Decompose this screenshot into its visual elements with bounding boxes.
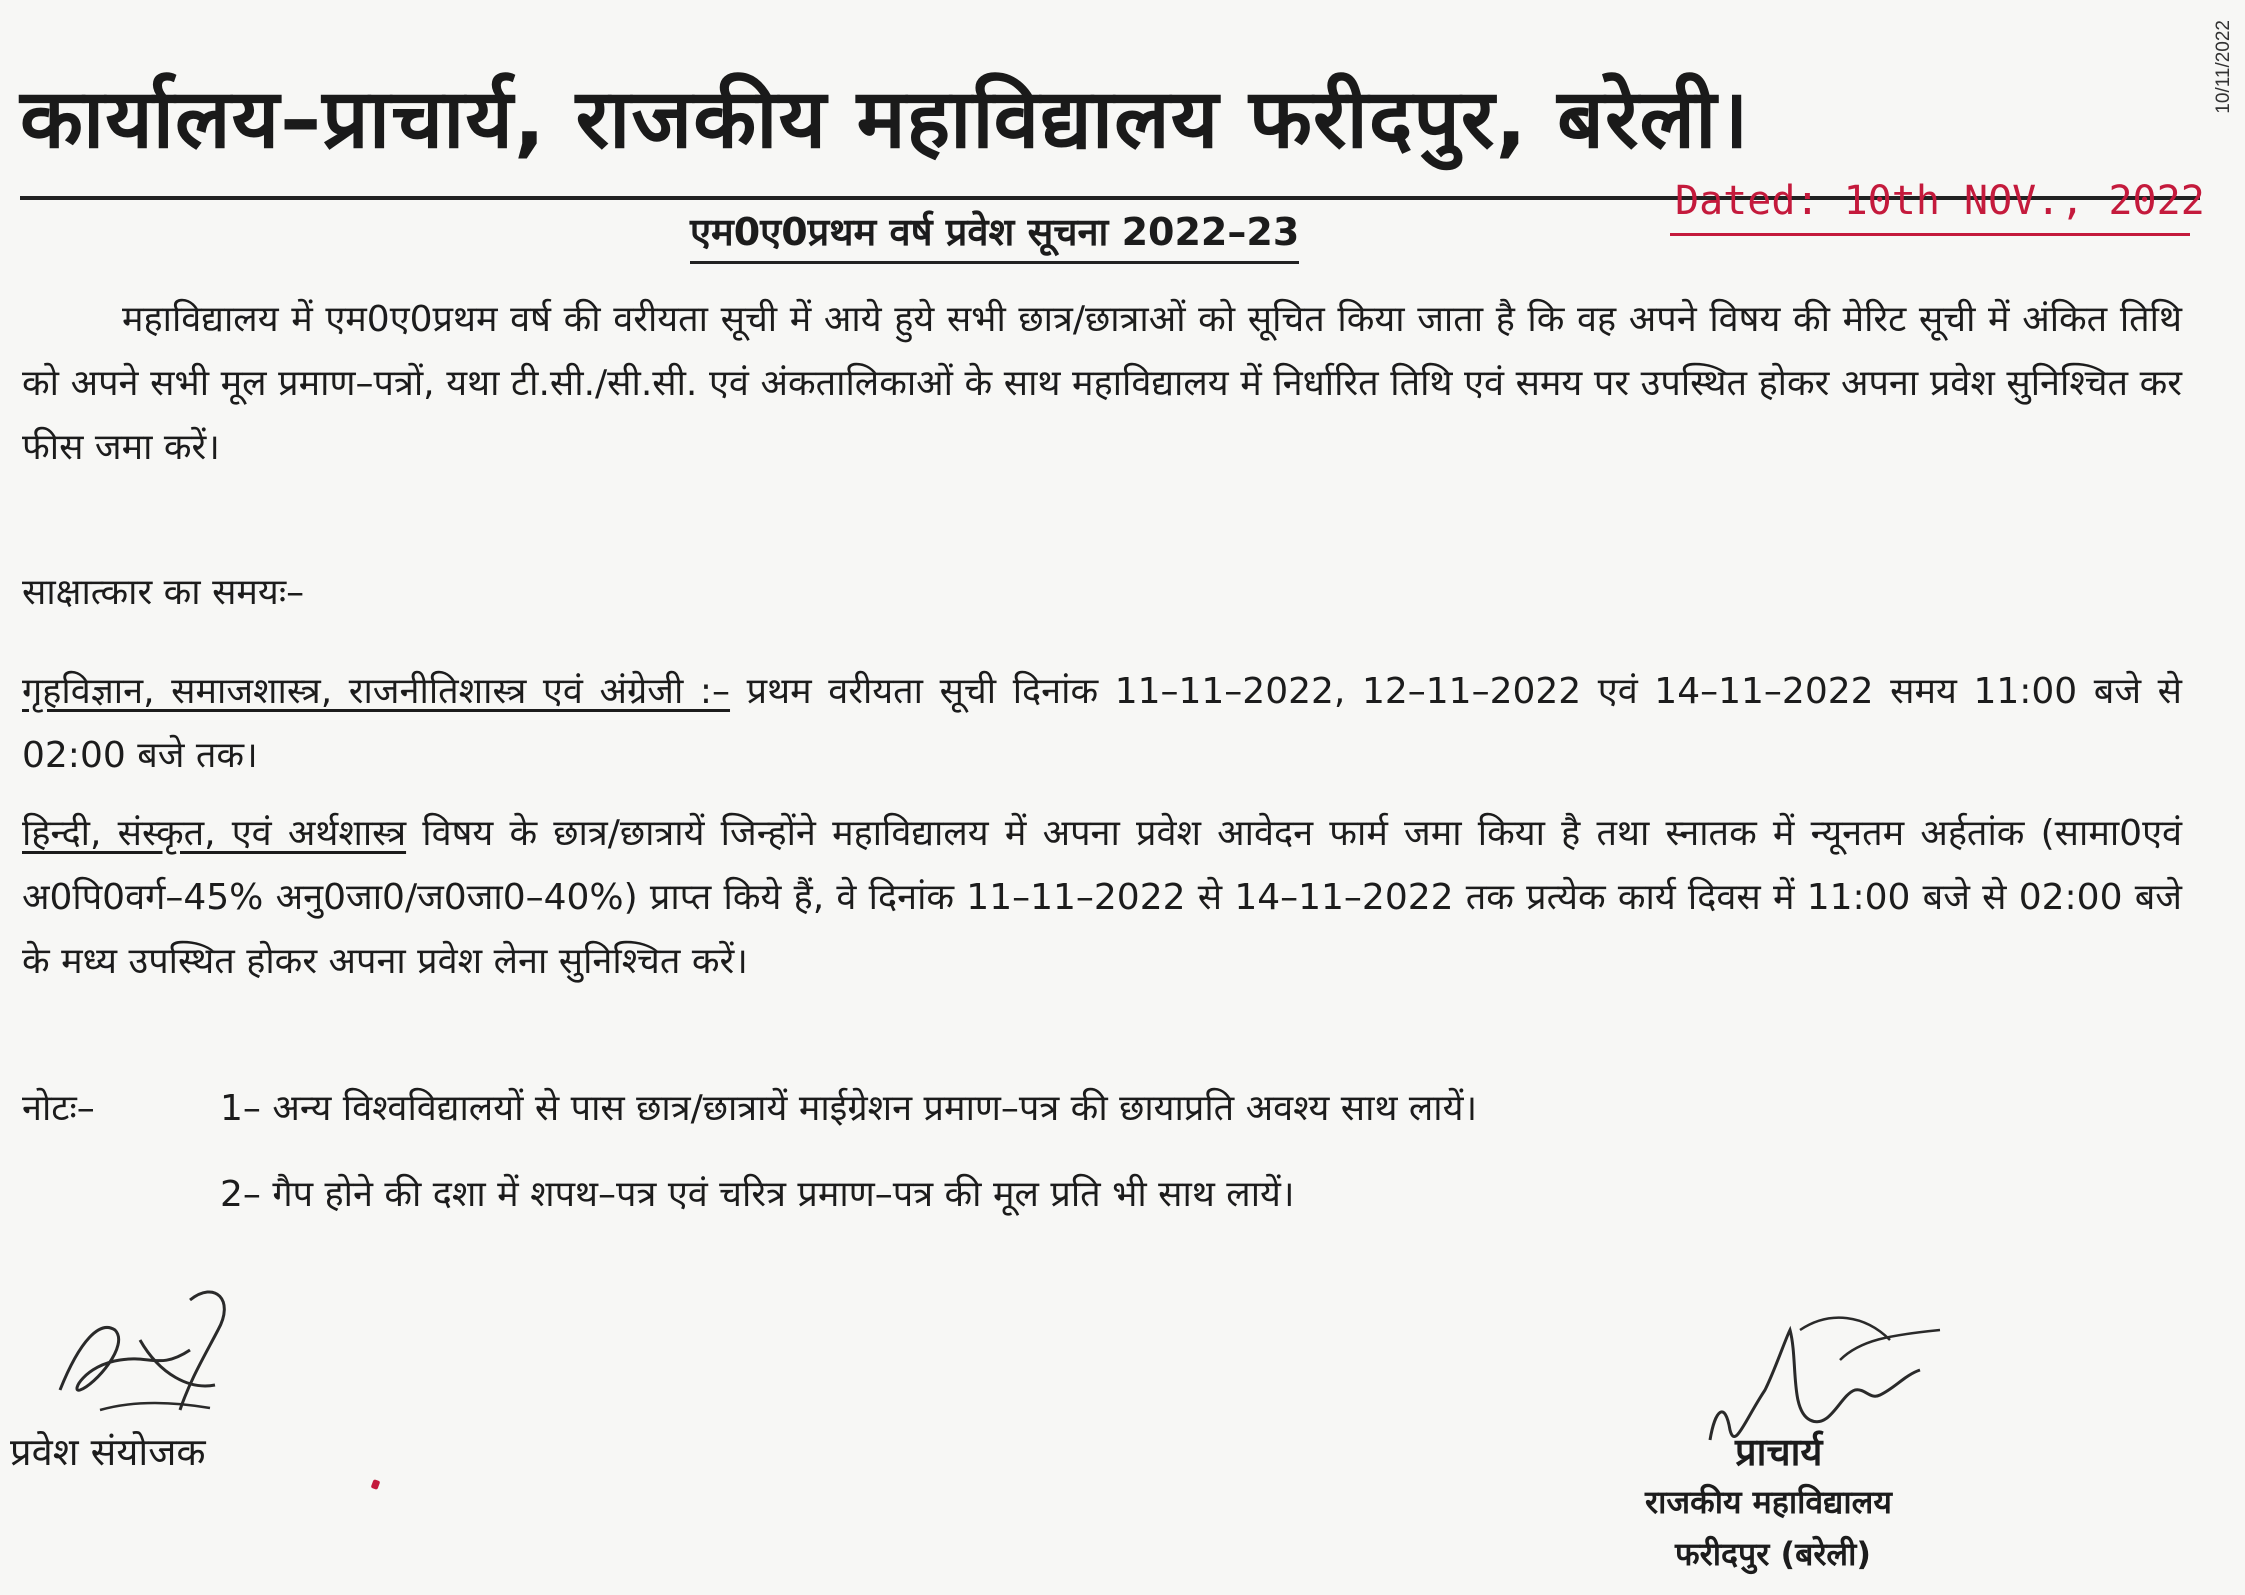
handwritten-date-underline: [1670, 233, 2190, 236]
side-date-stamp: 10/11/2022: [2213, 20, 2234, 114]
ink-speck: [371, 1479, 381, 1490]
coordinator-signature: [40, 1260, 250, 1430]
college-name: राजकीय महाविद्यालय: [1645, 1483, 1892, 1521]
notice-subtitle: एम0ए0प्रथम वर्ष प्रवेश सूचना 2022–23: [690, 205, 1299, 264]
schedule-2-subjects: हिन्दी, संस्कृत, एवं अर्थशास्त्र: [22, 813, 407, 854]
note-item-1: 1– अन्य विश्वविद्यालयों से पास छात्र/छात्रायें माईग्रेशन प्रमाण–पत्र की छायाप्रति अवश्य साथ लायें।: [220, 1088, 1478, 1129]
office-title: कार्यालय–प्राचार्य, राजकीय महाविद्यालय फरीदपुर, बरेली।: [20, 72, 1750, 167]
interview-heading: साक्षात्कार का समयः–: [22, 572, 305, 613]
schedule-paragraph-2: [22, 802, 2182, 994]
principal-role: प्राचार्य: [1735, 1430, 1823, 1474]
college-place: फरीदपुर (बरेली): [1675, 1535, 1872, 1573]
note-label: नोटः–: [22, 1088, 95, 1129]
schedule-1-text: प्रथम वरीयता सूची दिनांक 11–11–2022, 12–11–2022 एवं 14–11–2022 समय 11:00 बजे से 02:00 बजे तक।: [22, 671, 2182, 776]
schedule-2-text: विषय के छात्र/छात्रायें जिन्होंने महाविद्यालय में अपना प्रवेश आवेदन फार्म जमा किया है तथा स्नातक में न्यूनतम अर्हतांक (सामा0एवं अ0पि0वर्ग–45% अनु0जा0/ज0जा0–40%) प्राप्त किये हैं, वे दिनांक 11–11–2022 से 14–11–2022 तक प्रत्येक कार्य दिवस में 11:00 बजे से 02:00 बजे के मध्य उपस्थित होकर अपना प्रवेश लेना सुनिश्चित करें।: [22, 813, 2182, 982]
handwritten-date: Dated: 10th NOV., 2022: [1675, 178, 2205, 224]
note-item-2: 2– गैप होने की दशा में शपथ–पत्र एवं चरित्र प्रमाण–पत्र की मूल प्रति भी साथ लायें।: [220, 1174, 1295, 1215]
intro-paragraph: महाविद्यालय में एम0ए0प्रथम वर्ष की वरीयता सूची में आये हुये सभी छात्र/छात्राओं को सूचित किया जाता है कि वह अपने विषय की मेरिट सूची में अंकित तिथि को अपने सभी मूल प्रमाण–पत्रों, यथा टी.सी./सी.सी. एवं अंकतालिकाओं के साथ महाविद्यालय में निर्धारित तिथि एवं समय पर उपस्थित होकर अपना प्रवेश सुनिश्चित कर फीस जमा करें।: [22, 299, 2182, 468]
schedule-paragraph-1: [22, 660, 2182, 788]
admission-coordinator: प्रवेश संयोजक: [10, 1430, 206, 1474]
principal-signature: [1690, 1300, 1960, 1460]
schedule-1-subjects: गृहविज्ञान, समाजशास्त्र, राजनीतिशास्त्र एवं अंग्रेजी :–: [22, 671, 731, 712]
